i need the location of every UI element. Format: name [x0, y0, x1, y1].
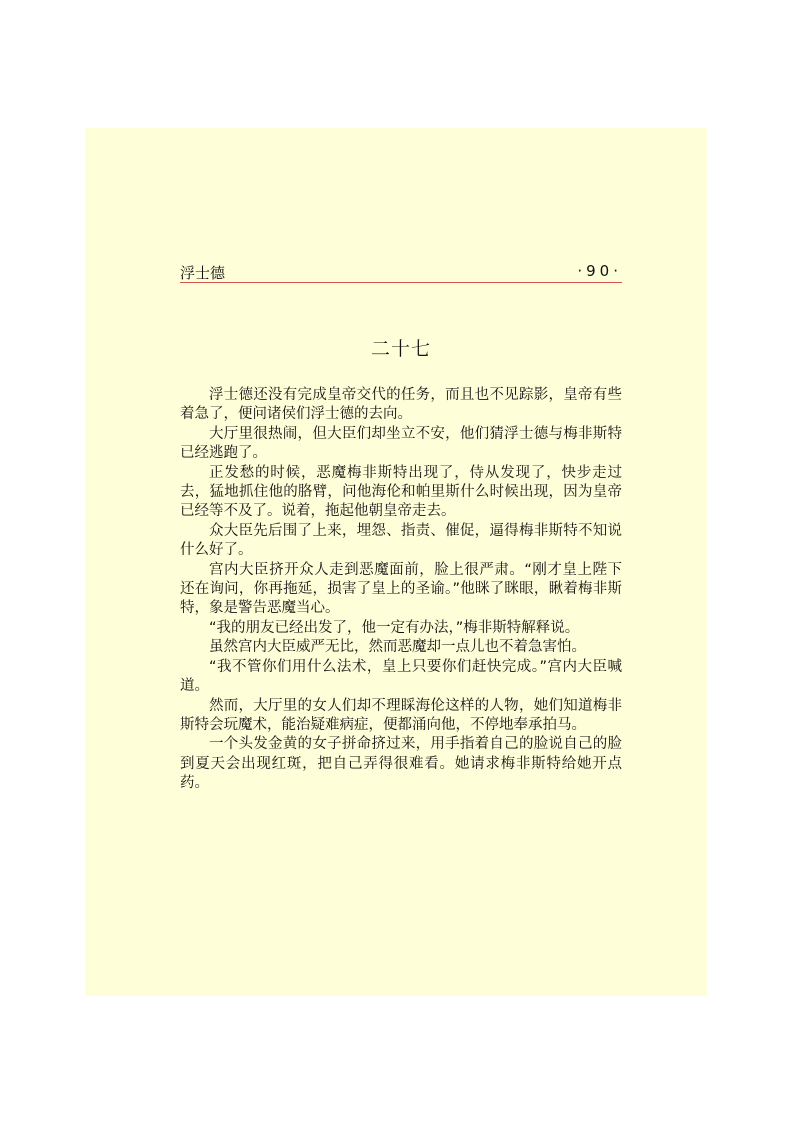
paragraph: 大厅里很热闹，但大臣们却坐立不安，他们猜浮士德与梅非斯特已经逃跑了。	[180, 425, 622, 462]
paragraph: 虽然宫内大臣威严无比，然而恶魔却一点儿也不着急害怕。	[209, 639, 586, 656]
paragraph: 浮士德还没有完成皇帝交代的任务，而且也不见踪影，皇帝有些着急了，便问诸侯们浮士德的去向。	[180, 387, 622, 423]
paragraph: 正发愁的时候，恶魔梅非斯特出现了，侍从发现了，快步走过去，猛地抓住他的胳臂，问他海伦和帕里斯什么时候出现，因为皇帝已经等不及了。说着，拖起他朝皇帝走去。	[180, 464, 622, 520]
paragraph: 众大臣先后围了上来，埋怨、指责、催促，逼得梅非斯特不知说什么好了。	[180, 522, 622, 559]
body-text	[180, 386, 622, 794]
paragraph: 宫内大臣挤开众人走到恶魔面前，脸上很严肃。“刚才皇上陛下还在询问，你再拖延，损害了皇上的圣谕。”他眯了眯眼，瞅着梅非斯特，象是警告恶魔当心。	[180, 561, 622, 617]
paragraph: 然而，大厅里的女人们却不理睬海伦这样的人物，她们知道梅非斯特会玩魔术，能治疑难病症，便都涌向他，不停地奉承拍马。	[180, 697, 622, 733]
paragraph: “我的朋友已经出发了，他一定有办法，”梅非斯特解释说。	[209, 619, 580, 636]
paragraph: “我不管你们用什么法术，皇上只要你们赶快完成。”宫内大臣喊道。	[180, 658, 622, 695]
paragraph: 一个头发金黄的女子拼命挤过来，用手指着自己的脸说自己的脸到夏天会出现红斑，把自己弄得很难看。她请求梅非斯特给她开点药。	[180, 736, 622, 792]
book-title: 浮士德	[180, 264, 226, 282]
page-number: ·90·	[577, 262, 622, 280]
chapter-title: 二十七	[370, 338, 431, 360]
running-header	[180, 262, 622, 283]
